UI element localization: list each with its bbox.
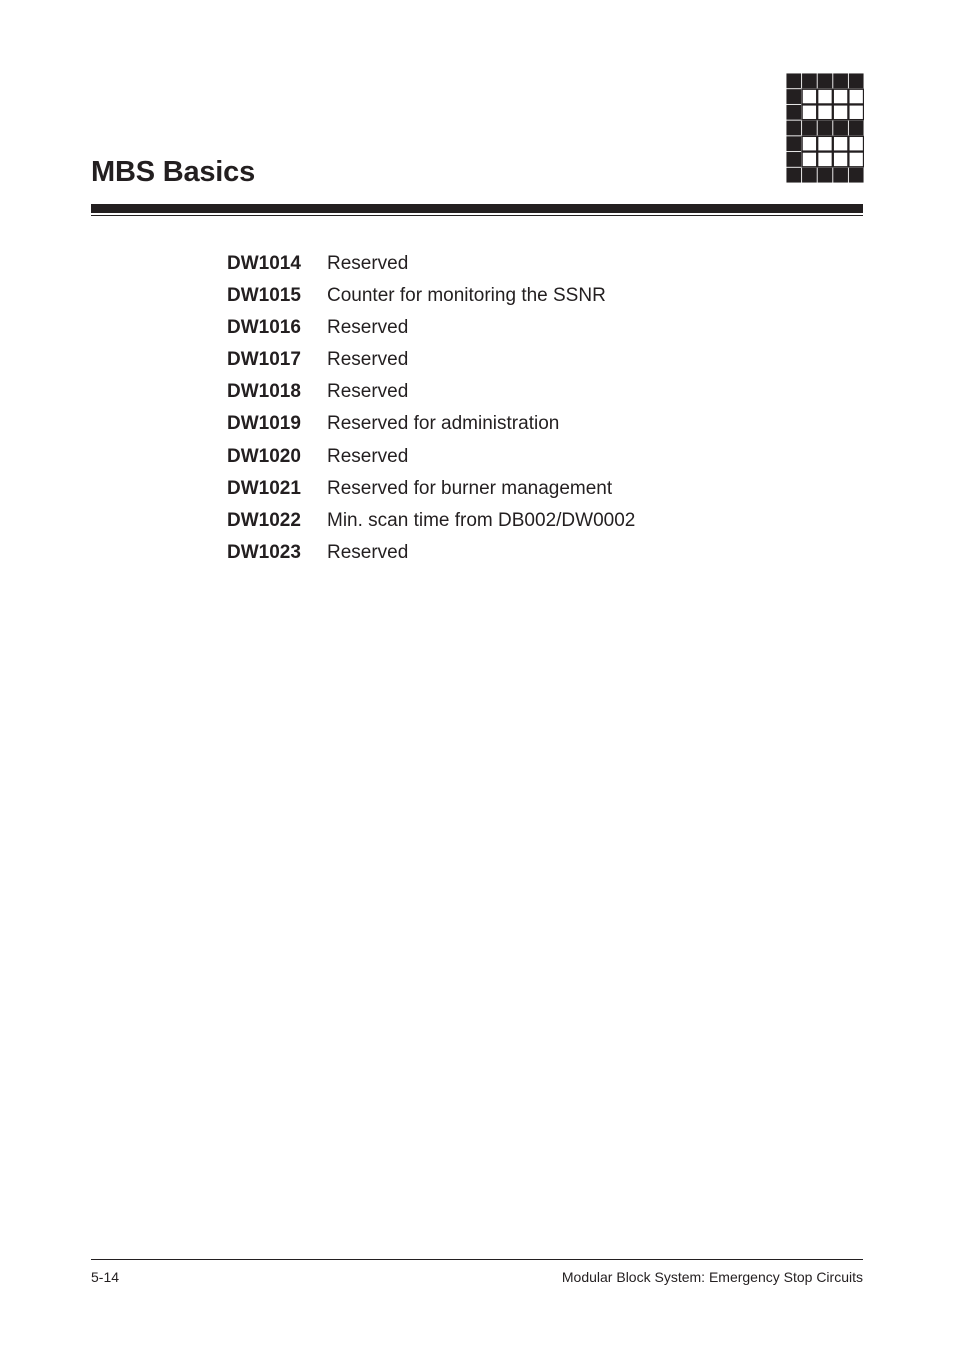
- list-item: [227, 473, 635, 505]
- block-grid-logo-icon: [786, 73, 864, 183]
- entry-code: DW1018: [227, 381, 301, 403]
- entry-code: DW1020: [227, 445, 301, 467]
- list-item: [227, 441, 635, 473]
- entry-code: DW1023: [227, 541, 301, 563]
- entry-description: Reserved: [327, 541, 409, 563]
- header-rule-thin: [91, 215, 863, 216]
- entry-code: DW1019: [227, 413, 301, 435]
- entry-description: Reserved: [327, 445, 409, 467]
- entry-code: DW1017: [227, 349, 301, 371]
- entry-description: Reserved for administration: [327, 413, 560, 435]
- document-title: Modular Block System: Emergency Stop Circuits: [561, 1269, 863, 1285]
- entry-description: Reserved: [327, 381, 409, 403]
- entry-code: DW1016: [227, 317, 301, 339]
- entry-description: Reserved: [327, 317, 409, 339]
- entry-code: DW1015: [227, 285, 301, 307]
- list-item: [227, 248, 635, 280]
- list-item: [227, 505, 635, 537]
- header-rule-thick: [91, 204, 863, 213]
- list-item: [227, 408, 635, 440]
- entry-code: DW1014: [227, 253, 301, 274]
- entry-description: Reserved: [327, 349, 409, 371]
- list-item: [227, 537, 635, 569]
- page-number: 5-14: [91, 1269, 120, 1285]
- entry-description: Reserved for burner management: [327, 477, 613, 499]
- footer-rule: [91, 1259, 863, 1260]
- page-title: MBS Basics: [91, 156, 256, 188]
- entry-description: Counter for monitoring the SSNR: [327, 285, 606, 307]
- entry-code: DW1021: [227, 477, 301, 499]
- entry-description: Reserved: [327, 253, 409, 274]
- list-item: [227, 312, 635, 344]
- list-item: [227, 376, 635, 408]
- data-word-list: [227, 248, 635, 569]
- list-item: [227, 344, 635, 376]
- entry-description: Min. scan time from DB002/DW0002: [327, 509, 636, 531]
- list-item: [227, 280, 635, 312]
- entry-code: DW1022: [227, 509, 301, 531]
